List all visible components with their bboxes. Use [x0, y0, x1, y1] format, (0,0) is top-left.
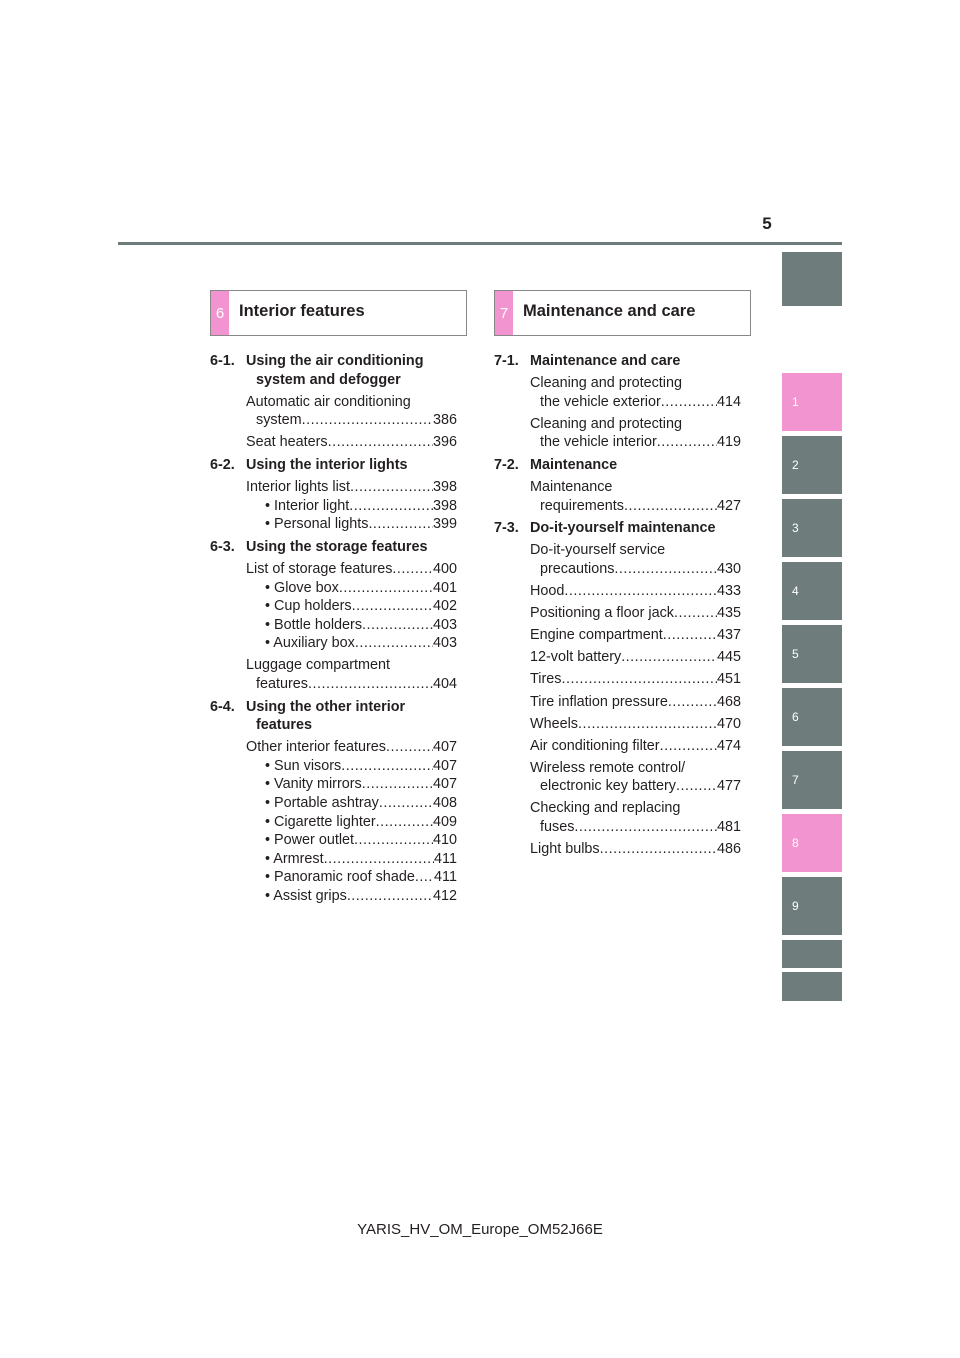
toc-column-6	[210, 352, 457, 906]
side-tab-label: 3	[792, 521, 799, 535]
subsection-title: Using the interior lights	[246, 456, 408, 473]
bullet-page: 399	[432, 516, 457, 533]
bullet-entry[interactable]	[265, 831, 457, 850]
entry-page: 396	[432, 434, 457, 451]
side-tab-blank-top[interactable]	[782, 252, 842, 306]
entry-page: 404	[432, 676, 457, 692]
bullet-text: • Panoramic roof shade	[265, 869, 415, 886]
section-header-7	[494, 290, 751, 336]
bullet-text: • Interior light	[265, 497, 350, 514]
subsection-number: 6-2.	[210, 456, 235, 473]
entry-page: 451	[716, 671, 741, 688]
side-tab-2[interactable]	[782, 436, 842, 494]
subsection-number: 7-3.	[494, 520, 519, 537]
bullet-entry[interactable]	[265, 579, 457, 598]
entry-text: Other interior features	[246, 739, 386, 756]
entry-page: 419	[716, 434, 741, 451]
bullet-page: 412	[432, 888, 457, 905]
entry-text: Seat heaters	[246, 434, 328, 451]
bullet-page: 409	[432, 813, 457, 830]
toc-entry[interactable]	[210, 433, 457, 452]
entry-page: 386	[432, 412, 457, 429]
entry-text: Wireless remote control/	[530, 759, 686, 776]
entry-page: 468	[716, 693, 741, 710]
toc-entry[interactable]	[494, 693, 741, 712]
toc-entry[interactable]	[210, 560, 457, 579]
entry-page: 430	[716, 560, 741, 577]
side-tab-label: 9	[792, 899, 799, 913]
subsection-title: Do-it-yourself maintenance	[530, 520, 716, 537]
toc-subsection-heading	[494, 352, 741, 371]
side-tab-label: 2	[792, 458, 799, 472]
subsection-number: 6-3.	[210, 538, 235, 555]
entry-text: Tires	[530, 671, 562, 688]
entry-text: precautions	[540, 560, 615, 577]
entry-page: 407	[432, 739, 457, 756]
toc-column-7	[494, 352, 741, 859]
side-tab-7[interactable]	[782, 751, 842, 809]
toc-entry[interactable]	[494, 648, 741, 667]
toc-entry[interactable]	[494, 626, 741, 645]
entry-page: 414	[716, 393, 741, 410]
section-title: Maintenance and care	[523, 302, 696, 320]
bullet-page: 411	[434, 869, 457, 886]
bullet-text: • Sun visors	[265, 757, 342, 774]
bullet-text: • Power outlet	[265, 832, 355, 849]
section-number: 6	[211, 291, 229, 335]
bullet-page: 398	[432, 497, 457, 514]
toc-entry[interactable]	[210, 393, 457, 430]
bullet-page: 402	[432, 598, 457, 615]
bullet-entry[interactable]	[265, 794, 457, 813]
side-tab-3[interactable]	[782, 499, 842, 557]
entry-text: Engine compartment	[530, 627, 663, 644]
subsection-number: 6-1.	[210, 353, 235, 369]
toc-entry[interactable]	[494, 759, 741, 796]
subsection-number: 7-2.	[494, 456, 519, 473]
entry-text: Tire inflation pressure	[530, 693, 668, 710]
page-number: 5	[762, 214, 772, 233]
entry-text: Do-it-yourself service	[530, 542, 666, 559]
entry-page: 445	[716, 649, 741, 666]
bullet-entry[interactable]	[265, 515, 457, 534]
side-tab-1[interactable]	[782, 373, 842, 431]
toc-entry[interactable]	[494, 799, 741, 836]
toc-subsection-heading	[494, 519, 741, 538]
entry-page: 474	[716, 737, 741, 754]
side-tab-blank-b[interactable]	[782, 972, 842, 1001]
side-tab-label: 7	[792, 773, 799, 787]
side-tab-label: 4	[792, 584, 799, 598]
entry-text: Hood	[530, 583, 565, 600]
side-tab-blank-a[interactable]	[782, 940, 842, 968]
subsection-title: Maintenance	[530, 456, 618, 473]
toc-entry[interactable]	[494, 715, 741, 734]
bullet-page: 407	[432, 757, 457, 774]
entry-text: Luggage compartment	[246, 657, 390, 674]
entry-page: 470	[716, 715, 741, 732]
entry-text: features	[256, 676, 308, 692]
section-number: 7	[495, 291, 513, 335]
toc-subsection-heading	[210, 352, 457, 389]
toc-subsection-heading	[210, 538, 457, 557]
entry-text: Checking and replacing	[530, 800, 681, 817]
entry-text: the vehicle exterior	[540, 393, 661, 410]
bullet-page: 411	[434, 850, 457, 867]
bullet-entry[interactable]	[265, 634, 457, 653]
bullet-entry[interactable]	[265, 775, 457, 794]
side-tab-label: 1	[792, 395, 799, 409]
entry-page: 427	[716, 497, 741, 514]
bullet-page: 410	[432, 832, 457, 849]
bullet-page: 407	[432, 776, 457, 793]
toc-entry[interactable]	[210, 738, 457, 757]
bullet-list	[210, 579, 457, 653]
bullet-text: • Cigarette lighter	[265, 813, 376, 830]
entry-page: 433	[716, 583, 741, 600]
subsection-title: Using the other interior features	[246, 698, 406, 734]
bullet-text: • Auxiliary box	[265, 635, 355, 652]
side-tab-9[interactable]	[782, 877, 842, 935]
bullet-entry[interactable]	[265, 868, 457, 887]
entry-text: 12-volt battery	[530, 649, 622, 666]
toc-entry[interactable]	[494, 604, 741, 623]
entry-text: electronic key battery	[540, 778, 676, 795]
entry-page: 398	[432, 479, 457, 496]
side-tab-label: 6	[792, 710, 799, 724]
bullet-page: 403	[432, 635, 457, 652]
bullet-entry[interactable]	[265, 887, 457, 906]
bullet-text: • Cup holders	[265, 598, 352, 615]
entry-text: the vehicle interior	[540, 434, 657, 451]
entry-text: Air conditioning filter	[530, 737, 660, 754]
side-tab-8[interactable]	[782, 814, 842, 872]
side-tab-label: 5	[792, 647, 799, 661]
entry-text: List of storage features	[246, 560, 393, 577]
bullet-list	[210, 757, 457, 906]
section-title: Interior features	[239, 302, 365, 320]
side-tab-4[interactable]	[782, 562, 842, 620]
bullet-text: • Personal lights	[265, 516, 369, 533]
entry-page: 477	[716, 778, 741, 795]
side-tab-6[interactable]	[782, 688, 842, 746]
subsection-number: 6-4.	[210, 698, 235, 715]
subsection-title: Using the air conditioning system and defogger	[246, 353, 424, 388]
entry-page: 486	[716, 841, 741, 858]
bullet-page: 408	[432, 795, 457, 812]
entry-text: Cleaning and protecting	[530, 415, 683, 432]
toc-entry[interactable]	[494, 582, 741, 601]
entry-text: Maintenance	[530, 479, 613, 496]
bullet-entry[interactable]	[265, 850, 457, 869]
entry-text: Light bulbs	[530, 841, 600, 858]
bullet-text: • Assist grips	[265, 888, 347, 905]
bullet-text: • Portable ashtray	[265, 795, 379, 812]
bullet-entry[interactable]	[265, 616, 457, 635]
bullet-text: • Bottle holders	[265, 616, 363, 633]
bullet-list	[210, 497, 457, 534]
bullet-text: • Glove box	[265, 579, 339, 596]
subsection-number: 7-1.	[494, 353, 519, 369]
section-header-6	[210, 290, 467, 336]
entry-page: 435	[716, 605, 741, 622]
toc-entry[interactable]	[494, 415, 741, 452]
bullet-text: • Vanity mirrors	[265, 776, 362, 793]
entry-text: Automatic air conditioning	[246, 393, 411, 410]
bullet-entry[interactable]	[265, 597, 457, 616]
side-tab-label: 8	[792, 836, 799, 850]
toc-entry[interactable]	[494, 670, 741, 689]
entry-text: Positioning a floor jack	[530, 605, 674, 622]
entry-text: Wheels	[530, 715, 578, 732]
toc-entry[interactable]	[210, 656, 457, 693]
bullet-entry[interactable]	[265, 757, 457, 776]
entry-page: 437	[716, 627, 741, 644]
subsection-title: Using the storage features	[246, 538, 428, 555]
entry-text: Cleaning and protecting	[530, 375, 683, 392]
entry-page: 481	[716, 819, 741, 836]
entry-text: fuses	[540, 819, 575, 836]
subsection-title: Maintenance and care	[530, 353, 681, 369]
toc-subsection-heading	[210, 456, 457, 475]
bullet-page: 401	[432, 579, 457, 596]
toc-subsection-heading	[210, 698, 457, 735]
bullet-page: 403	[432, 616, 457, 633]
entry-text: requirements	[540, 497, 624, 514]
header-rule	[118, 242, 842, 245]
bullet-entry[interactable]	[265, 497, 457, 516]
toc-entry[interactable]	[494, 840, 741, 859]
bullet-text: • Armrest	[265, 850, 324, 867]
entry-text: system	[256, 412, 302, 429]
side-tab-5[interactable]	[782, 625, 842, 683]
toc-entry[interactable]	[210, 478, 457, 497]
toc-entry[interactable]	[494, 737, 741, 756]
toc-entry[interactable]	[494, 374, 741, 411]
toc-entry[interactable]	[494, 541, 741, 578]
toc-subsection-heading	[494, 456, 741, 475]
entry-page: 400	[432, 560, 457, 577]
footer-document-id: YARIS_HV_OM_Europe_OM52J66E	[357, 1221, 603, 1238]
entry-text: Interior lights list	[246, 479, 350, 496]
toc-entry[interactable]	[494, 478, 741, 515]
bullet-entry[interactable]	[265, 813, 457, 832]
